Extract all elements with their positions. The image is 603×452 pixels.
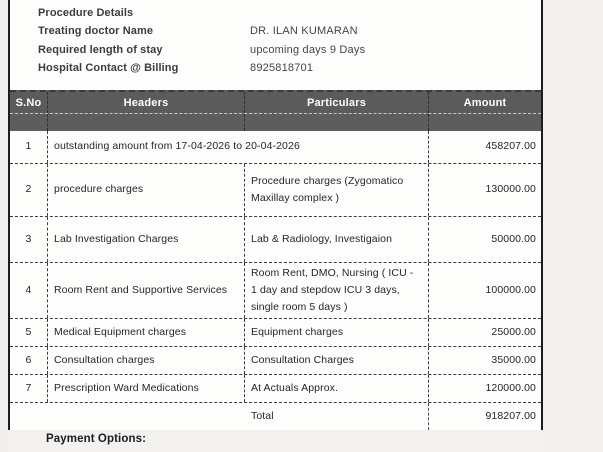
cell-header: Medical Equipment charges [48, 319, 245, 346]
info-value-contact: 8925818701 [250, 62, 314, 74]
header-strip-cell [429, 114, 541, 131]
header-strip-cell [245, 114, 429, 131]
header-strip-cell [10, 114, 48, 131]
cell-sno: 2 [10, 164, 48, 216]
cell-header: Room Rent and Supportive Services [48, 263, 245, 318]
cell-sno: 7 [10, 375, 48, 402]
table-header-row [10, 90, 541, 113]
scan-margin-left [0, 0, 8, 452]
cell-particulars: Equipment charges [245, 319, 429, 346]
table-row-4 [10, 263, 541, 319]
scan-margin-right [545, 0, 603, 452]
cell-sno: 3 [10, 217, 48, 262]
header-particulars: Particulars [245, 92, 429, 113]
cell-header: Prescription Ward Medications [48, 375, 245, 402]
cell-amount: 130000.00 [485, 183, 536, 196]
cell-merged-description: outstanding amount from 17-04-2026 to 20-04-2026 [48, 131, 429, 163]
cell-particulars: Consultation Charges [245, 347, 429, 374]
cell-header: procedure charges [48, 164, 245, 216]
cell-amount: 25000.00 [491, 325, 536, 338]
table-header-strip [10, 113, 541, 131]
cell-particulars: Room Rent, DMO, Nursing ( ICU - 1 day and stepdow ICU 3 days, single room 5 days ) [245, 263, 429, 318]
cell-sno: 6 [10, 347, 48, 374]
cell-header: Consultation charges [48, 347, 245, 374]
table-row-7 [10, 375, 541, 403]
table-row-5 [10, 319, 541, 347]
header-sno: S.No [10, 92, 48, 113]
payment-options-label: Payment Options: [46, 433, 147, 445]
cell-particulars: Lab & Radiology, Investigaion [245, 217, 429, 262]
info-label-doctor: Treating doctor Name [38, 25, 154, 37]
cell-amount: 120000.00 [485, 381, 536, 394]
cell-header: Lab Investigation Charges [48, 217, 245, 262]
header-headers: Headers [48, 92, 245, 113]
cell-amount: 458207.00 [485, 140, 536, 153]
info-label-stay: Required length of stay [38, 43, 163, 56]
cell-particulars: Procedure charges (Zygomatico Maxillay complex ) [245, 164, 429, 216]
info-value-stay: upcoming days 9 Days [250, 43, 366, 56]
cell-sno: 5 [10, 319, 48, 346]
table-total-row [10, 403, 541, 430]
cell-sno: 1 [10, 131, 48, 163]
total-amount: 918207.00 [485, 409, 536, 422]
section-title: Procedure Details [38, 7, 134, 19]
cell-amount: 100000.00 [485, 283, 536, 296]
procedure-details-section [38, 4, 518, 78]
table-row-1 [10, 131, 541, 164]
header-strip-cell [48, 114, 245, 131]
billing-table [10, 90, 541, 430]
header-amount: Amount [463, 96, 507, 109]
table-row-3 [10, 217, 541, 263]
cell-amount: 50000.00 [491, 232, 536, 245]
table-row-6 [10, 347, 541, 375]
cell-sno: 4 [10, 263, 48, 318]
total-label: Total [10, 403, 429, 430]
info-row-doctor [38, 22, 518, 41]
cell-particulars: At Actuals Approx. [245, 375, 429, 402]
info-row-contact [38, 59, 518, 78]
table-row-2 [10, 164, 541, 217]
cell-amount: 35000.00 [491, 353, 536, 366]
info-row-stay [38, 41, 518, 60]
info-value-doctor: DR. ILAN KUMARAN [250, 25, 358, 37]
info-label-contact: Hospital Contact @ Billing [38, 62, 179, 74]
